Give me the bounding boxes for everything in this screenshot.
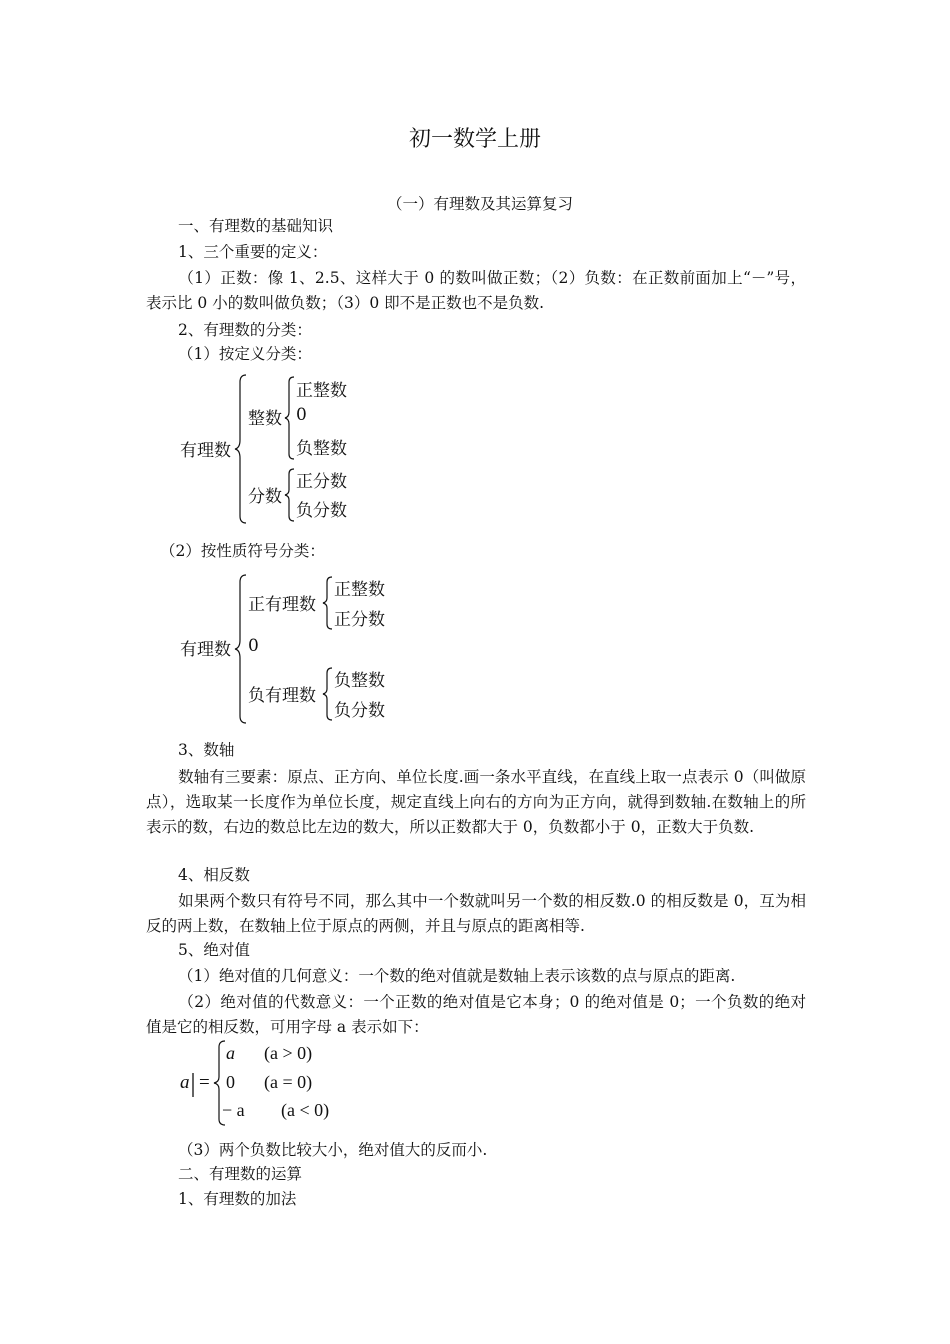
tree1-root-brace bbox=[234, 374, 248, 524]
number-axis-text: 数轴有三要素：原点、正方向、单位长度.画一条水平直线，在直线上取一点表示 0（叫做原点），选取某一长度作为单位长度，规定直线上向右的方向为正方向，就得到数轴.在数轴上的所表示的数，右边的数总比左边的数大，所以正数都大于 0，负数都小于 0，正数大于负数. bbox=[146, 768, 806, 836]
tree1-group-integer: 整数 bbox=[248, 409, 282, 429]
formula-case-3-cond: (a < 0) bbox=[281, 1100, 330, 1120]
absolute-value-algebraic-paragraph bbox=[146, 990, 806, 1040]
heading-absolute-value: 5、绝对值 bbox=[178, 941, 250, 959]
formula-variable: a bbox=[180, 1072, 190, 1093]
formula-case-1-cond: (a > 0) bbox=[264, 1043, 313, 1063]
formula-case-2-expr: 0 bbox=[226, 1072, 235, 1092]
definitions-text: （1）正数：像 1、2.5、这样大于 0 的数叫做正数；（2）负数：在正数前面加上“－”号，表示比 0 小的数叫做负数；（3）0 即不是正数也不是负数. bbox=[146, 269, 806, 312]
tree1-item-zero: 0 bbox=[296, 405, 307, 425]
tree2-zero: 0 bbox=[248, 636, 259, 656]
formula-case-1-expr: a bbox=[226, 1043, 235, 1063]
tree1-item-positive-integer: 正整数 bbox=[296, 381, 347, 401]
tree1-item-negative-integer: 负整数 bbox=[296, 439, 347, 459]
tree2-positive-brace bbox=[322, 576, 334, 630]
tree1-group-fraction: 分数 bbox=[248, 487, 282, 507]
absolute-value-algebraic-text: （2）绝对值的代数意义：一个正数的绝对值是它本身；0 的绝对值是 0；一个负数的绝对值是它的相反数，可用字母 a 表示如下： bbox=[146, 993, 806, 1036]
heading-number-axis: 3、数轴 bbox=[178, 741, 235, 759]
tree2-negative-brace bbox=[322, 667, 334, 721]
tree2-root-brace bbox=[234, 574, 248, 724]
section-title: （一）有理数及其运算复习 bbox=[386, 195, 573, 213]
definitions-paragraph bbox=[146, 266, 806, 316]
formula-equals: = bbox=[199, 1072, 210, 1093]
formula-case-2-cond: (a = 0) bbox=[264, 1072, 313, 1092]
formula-abs-bar bbox=[190, 1072, 196, 1098]
heading-addition: 1、有理数的加法 bbox=[178, 1190, 297, 1208]
classification-by-definition-label: （1）按定义分类： bbox=[178, 345, 312, 363]
tree2-item-positive-fraction: 正分数 bbox=[334, 610, 385, 630]
absolute-value-comparison: （3）两个负数比较大小，绝对值大的反而小. bbox=[178, 1141, 488, 1159]
tree1-item-negative-fraction: 负分数 bbox=[296, 501, 347, 521]
tree2-item-negative-integer: 负整数 bbox=[334, 671, 385, 691]
opposite-number-paragraph bbox=[146, 889, 806, 939]
classification-by-sign-label: （2）按性质符号分类： bbox=[160, 542, 325, 560]
heading-opposite-number: 4、相反数 bbox=[178, 866, 250, 884]
tree1-root: 有理数 bbox=[180, 441, 231, 461]
formula-case-3-expr: − a bbox=[222, 1100, 245, 1120]
heading-operations: 二、有理数的运算 bbox=[178, 1165, 303, 1183]
heading-classification: 2、有理数的分类： bbox=[178, 321, 312, 339]
tree2-item-negative-fraction: 负分数 bbox=[334, 701, 385, 721]
tree1-fraction-brace bbox=[284, 468, 296, 522]
page-title: 初一数学上册 bbox=[408, 127, 541, 152]
number-axis-paragraph bbox=[146, 765, 806, 840]
tree2-root: 有理数 bbox=[180, 640, 231, 660]
opposite-number-text: 如果两个数只有符号不同，那么其中一个数就叫另一个数的相反数.0 的相反数是 0，互为相反的两上数，在数轴上位于原点的两侧，并且与原点的距离相等. bbox=[146, 892, 806, 935]
formula-lhs bbox=[180, 1072, 190, 1094]
heading-basics: 一、有理数的基础知识 bbox=[178, 217, 334, 235]
tree2-item-positive-integer: 正整数 bbox=[334, 580, 385, 600]
heading-definitions: 1、三个重要的定义： bbox=[178, 243, 328, 261]
absolute-value-geometric: （1）绝对值的几何意义：一个数的绝对值就是数轴上表示该数的点与原点的距离. bbox=[178, 967, 736, 985]
tree1-integer-brace bbox=[284, 376, 296, 460]
tree2-group-positive: 正有理数 bbox=[248, 595, 316, 615]
tree1-item-positive-fraction: 正分数 bbox=[296, 472, 347, 492]
tree2-group-negative: 负有理数 bbox=[248, 686, 316, 706]
